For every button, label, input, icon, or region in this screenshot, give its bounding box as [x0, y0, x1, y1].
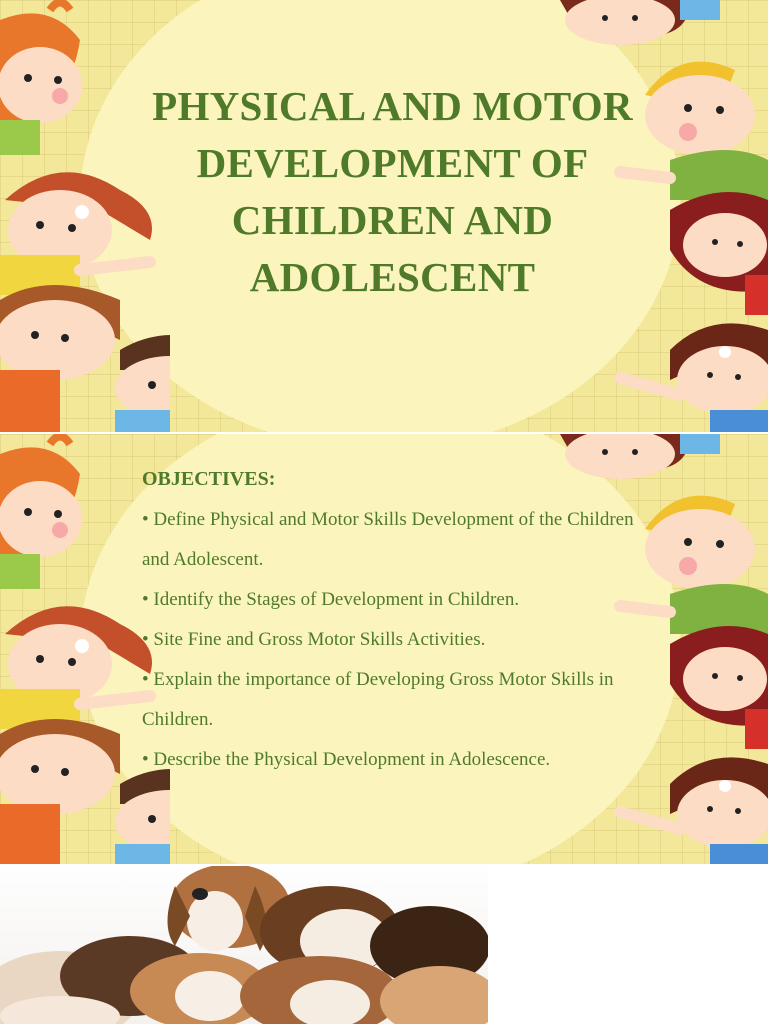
cartoon-kid-icon [0, 0, 170, 432]
list-item: • Define Physical and Motor Skills Development of the Children and Adolescent. [142, 509, 634, 570]
list-item: • Explain the importance of Developing Gross Motor Skills in Children. [142, 669, 614, 730]
photo-slide [0, 866, 768, 1024]
list-item: • Describe the Physical Development in Adolescence. [142, 749, 551, 770]
puppy-icon [0, 866, 488, 1024]
slide-title: PHYSICAL AND MOTOR DEVELOPMENT OF CHILDREN AND ADOLESCENT [152, 83, 633, 300]
beagle-puppies-photo [0, 866, 488, 1024]
objectives-heading: OBJECTIVES: [142, 468, 276, 490]
list-item: • Site Fine and Gross Motor Skills Activities. [142, 629, 486, 650]
objectives-slide [0, 434, 768, 864]
list-item: • Identify the Stages of Development in Children. [142, 589, 520, 610]
title-slide [0, 0, 768, 432]
objectives-list [142, 500, 647, 780]
